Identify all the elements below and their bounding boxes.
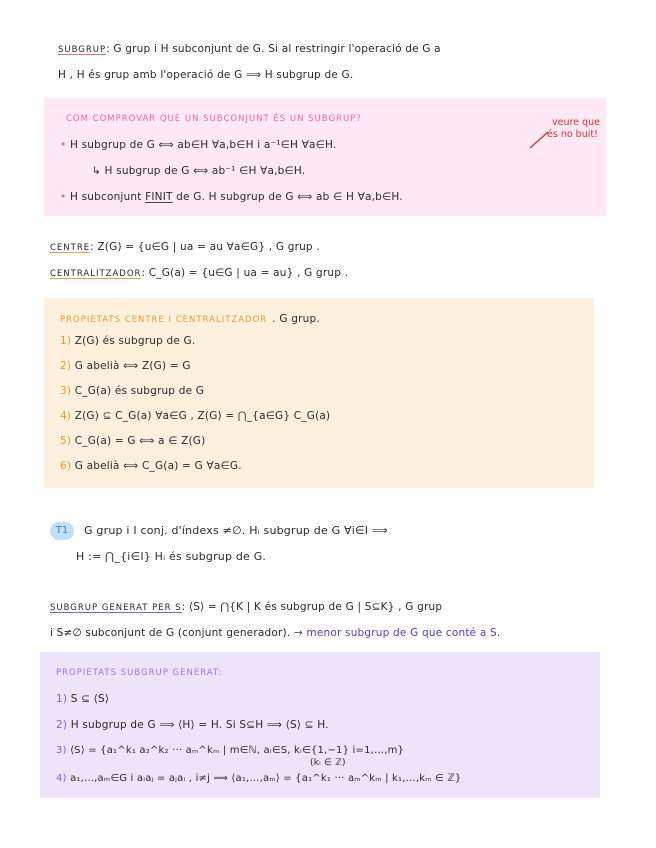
comprovar-item1-text: H subgrup de G ⟺ ab∈H ∀a,b∈H i a⁻¹∈H ∀a∈H.	[69, 139, 337, 151]
item-text: Z(G) ⊆ C_G(a) ∀a∈G , Z(G) = ⋂_{a∈G} C_G(a)	[74, 410, 331, 422]
item-text: G abelià ⟺ C_G(a) = G ∀a∈G.	[74, 460, 242, 472]
item-number: 2)	[56, 719, 68, 731]
generat-text2: i S≠∅ subconjunt de G (conjunt generador).	[50, 627, 291, 639]
subgrup-definition-line2	[58, 68, 353, 82]
propietat-generat-item	[56, 772, 462, 786]
generat-text1: : ⟨S⟩ = ⋂{K | K és subgrup de G | S⊆K} , G grup	[181, 601, 443, 613]
comprovar-item2-finit: FINIT	[145, 191, 173, 203]
propietats-centre-title-suffix: . G grup.	[272, 313, 320, 325]
item-text: Z(G) és subgrup de G.	[74, 335, 196, 347]
bullet-icon: •	[60, 191, 67, 203]
theorem-line2: H := ⋂_{i∈I} Hᵢ és subgrup de G.	[76, 550, 267, 563]
subgrup-label: SUBGRUP	[58, 45, 107, 55]
comprovar-item1b	[92, 164, 305, 178]
item-text: H subgrup de G ⟹ ⟨H⟩ = H. Si S⊆H ⟹ ⟨S⟩ ⊆ H.	[70, 719, 329, 731]
subgrup-def-text1: : G grup i H subconjunt de G. Si al restringir l'operació de G a	[106, 43, 441, 55]
propietat-centre-item	[60, 359, 191, 373]
centralitzador-label: CENTRALITZADOR	[50, 269, 142, 279]
comprovar-title: COM COMPROVAR QUE UN SUBCONJUNT ÉS UN SUBGRUP?	[66, 114, 362, 124]
generat-note: → menor subgrup de G que conté a S.	[293, 627, 501, 639]
item-number: 1)	[60, 335, 72, 347]
comprovar-item1b-text: ↳ H subgrup de G ⟺ ab⁻¹ ∈H ∀a,b∈H.	[92, 165, 306, 177]
item-text: ⟨S⟩ = {a₁^k₁ a₂^k₂ ··· aₘ^kₘ | m∈ℕ, aᵢ∈S, kᵢ∈{1,−1} i=1,…,m}	[70, 745, 405, 756]
propietat-generat-item	[56, 744, 404, 758]
propietat-generat-item-sub: (kᵢ ∈ ℤ)	[310, 758, 346, 768]
item-number: 3)	[60, 385, 72, 397]
subgrup-definition-line1	[58, 42, 441, 57]
item-number: 2)	[60, 360, 72, 372]
propietats-centre-title: PROPIETATS CENTRE I CENTRALITZADOR	[60, 315, 268, 325]
item-text: C_G(a) és subgrup de G	[74, 385, 205, 397]
item-text: G abelià ⟺ Z(G) = G	[74, 360, 191, 372]
comprovar-item2-post: de G. H subgrup de G ⟺ ab ∈ H ∀a,b∈H.	[172, 191, 403, 203]
bullet-icon: •	[60, 139, 67, 151]
subgrup-def-text2: H , H és grup amb l'operació de G ⟹ H subgrup de G.	[58, 69, 354, 81]
generat-line2	[50, 626, 500, 640]
item-number: 6)	[60, 460, 72, 472]
red-note-line1: veure que	[552, 117, 600, 128]
propietat-generat-item	[56, 718, 329, 732]
generat-line1	[50, 600, 442, 615]
propietats-centre-title-row	[60, 310, 320, 327]
theorem-badge: T1	[50, 522, 74, 540]
propietat-centre-item	[60, 434, 205, 448]
centralitzador-line	[50, 266, 348, 281]
red-note-line2: és no buit!	[547, 129, 598, 140]
item-number: 1)	[56, 693, 68, 705]
propietat-centre-item	[60, 459, 242, 473]
item-text: C_G(a) = G ⟺ a ∈ Z(G)	[74, 435, 206, 447]
centre-label: CENTRE	[50, 243, 91, 253]
comprovar-item1	[60, 138, 336, 152]
propietat-centre-item	[60, 409, 330, 423]
item-number: 4)	[60, 410, 72, 422]
item-text: S ⊆ ⟨S⟩	[70, 693, 110, 705]
comprovar-item2-pre: H subconjunt	[69, 191, 146, 203]
item-number: 4)	[56, 773, 67, 784]
generat-label: SUBGRUP GENERAT PER S	[50, 603, 182, 613]
centre-text: : Z(G) = {u∈G | ua = au ∀a∈G} , G grup .	[90, 241, 320, 253]
propietat-centre-item	[60, 384, 204, 398]
item-number: 3)	[56, 745, 67, 756]
propietat-generat-item	[56, 692, 109, 706]
theorem-line1: G grup i I conj. d'índexs ≠∅. Hᵢ subgrup de G ∀i∈I ⟹	[84, 524, 388, 537]
centre-line	[50, 240, 320, 255]
propietat-centre-item	[60, 334, 195, 348]
item-number: 5)	[60, 435, 72, 447]
propietats-generat-title: PROPIETATS SUBGRUP GENERAT:	[56, 668, 223, 678]
item-text: a₁,…,aₘ∈G i aᵢaⱼ = aⱼaᵢ , i≠j ⟹ ⟨a₁,…,aₘ⟩ = {a₁^k₁ ··· aₘ^kₘ | k₁,…,kₘ ∈ ℤ}	[70, 773, 462, 784]
comprovar-item2	[60, 190, 403, 204]
centralitzador-text: : C_G(a) = {u∈G | ua = au} , G grup .	[141, 267, 349, 279]
